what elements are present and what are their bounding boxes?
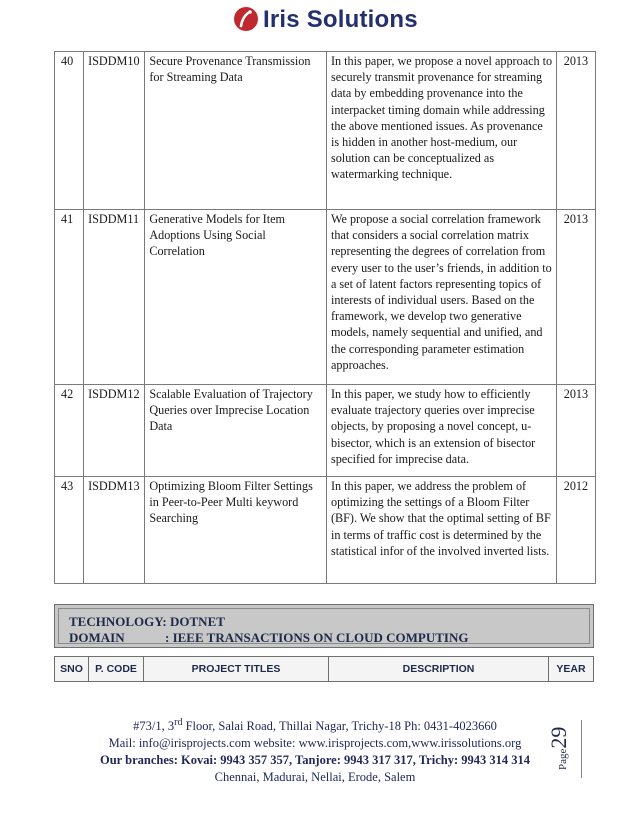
table-row [55,52,596,210]
page-number-value: 29 [546,726,571,749]
page-footer [80,714,550,786]
domain-label [69,630,469,646]
table-row [55,477,596,584]
column-header-year: YEAR [556,663,586,675]
page-divider [581,720,582,778]
project-code-cell: ISDDM10 [84,52,145,210]
logo-text: Iris Solutions [263,6,418,33]
description-cell: In this paper, we study how to efficiently evaluate trajectory queries over imprecise objects, by proposing a novel concept, u-bisector, which is an extension of bisector specified for imprecise data. [326,385,556,477]
table-row [55,385,596,477]
project-table [54,51,596,584]
table-row [55,210,596,385]
domain-key: DOMAIN [69,630,125,645]
description-cell: We propose a social correlation framework that considers a social correlation matrix representing the degrees of correlation from every user to the user’s friends, in addition to a set of latent factors representing topics of interests of individual users. Based on the framework, we develop two generative models, namely sequential and unified, and the corresponding parameter estimation approaches. [326,210,556,385]
footer-mail: Mail: info@irisprojects.com website: www.irisprojects.com,www.irissolutions.org [108,736,522,751]
technology-label: TECHNOLOGY: DOTNET [69,614,225,629]
description-cell: In this paper, we address the problem of optimizing the settings of a Bloom Filter (BF). We show that the optimal setting of BF in terms of traffic cost is determined by the statistical infor of the involved inverted lists. [326,477,556,584]
year-cell: 2013 [556,385,595,477]
page-label: Page [557,748,569,770]
project-title-cell: Generative Models for Item Adoptions Using Social Correlation [145,210,327,385]
project-title-cell: Scalable Evaluation of Trajectory Queries over Imprecise Location Data [145,385,327,477]
sno-cell: 43 [55,477,84,584]
column-header-row [54,656,594,682]
year-cell: 2012 [556,477,595,584]
column-header-titles: PROJECT TITLES [144,657,329,681]
column-header-sno: SNO [55,657,89,681]
technology-banner [54,604,594,648]
footer-branches: Our branches: Kovai: 9943 357 357, Tanjore: 9943 317 317, Trichy: 9943 314 314 [100,753,530,768]
header-logo [0,4,638,44]
domain-value: : IEEE TRANSACTIONS ON CLOUD COMPUTING [165,630,469,645]
sno-cell: 42 [55,385,84,477]
project-code-cell: ISDDM13 [84,477,145,584]
column-header-description: DESCRIPTION [329,657,549,681]
page-number [546,710,576,770]
sno-cell: 41 [55,210,84,385]
year-cell: 2013 [556,52,595,210]
year-cell: 2013 [556,210,595,385]
iris-i-logo-icon [233,6,259,32]
footer-address: #73/1, 3rd Floor, Salai Road, Thillai Nagar, Trichy-18 Ph: 0431-4023660 [133,717,497,734]
project-code-cell: ISDDM12 [84,385,145,477]
description-cell: In this paper, we propose a novel approach to securely transmit provenance for streaming data by embedding provenance into the interpacket timing domain while addressing the above mentioned issues. As provenance is hidden in another host-medium, our solution can be conceptualized as watermarking technique. [326,52,556,210]
sno-cell: 40 [55,52,84,210]
project-title-cell: Optimizing Bloom Filter Settings in Peer-to-Peer Multi keyword Searching [145,477,327,584]
project-title-cell: Secure Provenance Transmission for Streaming Data [145,52,327,210]
project-code-cell: ISDDM11 [84,210,145,385]
footer-cities: Chennai, Madurai, Nellai, Erode, Salem [214,770,416,785]
column-header-code: P. CODE [89,657,144,681]
